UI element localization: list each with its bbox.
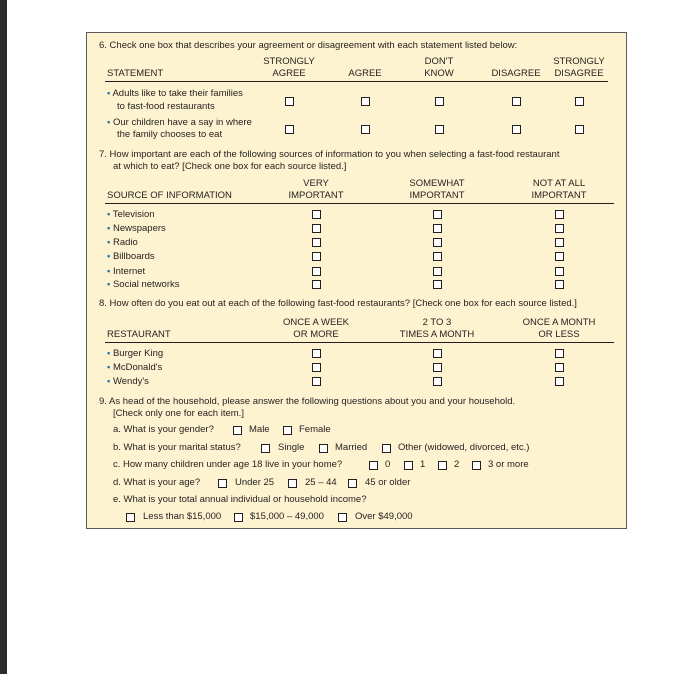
q6-col-dont-know-2: KNOW: [424, 68, 454, 79]
q7-header-rule: [105, 203, 614, 204]
q8-wendys-weekly-checkbox[interactable]: [312, 377, 321, 386]
q7-prompt-2: at which to eat? [Check one box for each source listed.]: [113, 161, 347, 172]
q8-burger-king-weekly-checkbox[interactable]: [312, 349, 321, 358]
q9e-under-15000-label: Less than $15,000: [143, 511, 222, 522]
q8-prompt: 8. How often do you eat out at each of the following fast-food restaurants? [Check one box for each source listed.]: [99, 298, 577, 309]
q7-television-somewhat-checkbox[interactable]: [433, 210, 442, 219]
q9d-25-44-checkbox[interactable]: [288, 479, 297, 488]
q8-row-wendys: • Wendy's: [107, 376, 149, 387]
q6-col-disagree: DISAGREE: [491, 68, 541, 79]
q9b-married-checkbox[interactable]: [319, 444, 328, 453]
q6-row-1-label: • Adults like to take their families: [107, 88, 243, 99]
q9-prompt-1: 9. As head of the household, please answer the following questions about you and your household.: [99, 396, 516, 407]
q9c-0-label: 0: [385, 459, 391, 470]
q7-row-television: • Television: [107, 209, 155, 220]
q9d-25-44-label: 25 – 44: [305, 477, 337, 488]
q9e-under-15000-checkbox[interactable]: [126, 513, 135, 522]
q7-row-radio: • Radio: [107, 237, 138, 248]
q9b-single-checkbox[interactable]: [261, 444, 270, 453]
q9c-2-label: 2: [454, 459, 460, 470]
q6-r1-agree-checkbox[interactable]: [361, 97, 370, 106]
q6-row-1-label-2: to fast-food restaurants: [117, 101, 215, 112]
bullet: •: [107, 266, 111, 277]
q6-col-statement: STATEMENT: [107, 68, 164, 79]
viewer-left-edge: [0, 0, 7, 674]
q7-newspapers-somewhat-checkbox[interactable]: [433, 224, 442, 233]
q7-row-social-networks: • Social networks: [107, 279, 180, 290]
q9e-question: e. What is your total annual individual or household income?: [113, 494, 367, 505]
q6-col-agree: AGREE: [348, 68, 382, 79]
q8-wendys-2to3-checkbox[interactable]: [433, 377, 442, 386]
q8-col-monthly-1: ONCE A MONTH: [522, 317, 596, 328]
bullet: •: [107, 117, 111, 128]
q6-r1-dont-know-checkbox[interactable]: [435, 97, 444, 106]
bullet: •: [107, 223, 111, 234]
q7-social-somewhat-checkbox[interactable]: [433, 280, 442, 289]
q6-header-rule: [105, 81, 608, 82]
q9c-3-or-more-label: 3 or more: [488, 459, 529, 470]
q9c-0-checkbox[interactable]: [369, 461, 378, 470]
q7-col-not-at-all-2: IMPORTANT: [531, 190, 587, 201]
q9c-3-or-more-checkbox[interactable]: [472, 461, 481, 470]
q8-col-monthly-2: OR LESS: [538, 329, 580, 340]
q9c-1-checkbox[interactable]: [404, 461, 413, 470]
q7-newspapers-very-checkbox[interactable]: [312, 224, 321, 233]
q8-mcdonalds-2to3-checkbox[interactable]: [433, 363, 442, 372]
q8-col-weekly-1: ONCE A WEEK: [283, 317, 349, 328]
q7-newspapers-not-checkbox[interactable]: [555, 224, 564, 233]
q9a-female-checkbox[interactable]: [283, 426, 292, 435]
bullet: •: [107, 348, 111, 359]
q8-row-burger-king: • Burger King: [107, 348, 164, 359]
bullet: •: [107, 279, 111, 290]
q7-radio-not-checkbox[interactable]: [555, 238, 564, 247]
q8-col-restaurant: RESTAURANT: [107, 329, 171, 340]
q7-radio-very-checkbox[interactable]: [312, 238, 321, 247]
q8-burger-king-2to3-checkbox[interactable]: [433, 349, 442, 358]
q8-mcdonalds-weekly-checkbox[interactable]: [312, 363, 321, 372]
q9b-married-label: Married: [335, 442, 368, 453]
q7-radio-somewhat-checkbox[interactable]: [433, 238, 442, 247]
bullet: •: [107, 251, 111, 262]
q7-internet-somewhat-checkbox[interactable]: [433, 267, 442, 276]
q8-header-rule: [105, 342, 614, 343]
q7-col-very-1: VERY: [303, 178, 329, 189]
q9c-1-label: 1: [420, 459, 426, 470]
q6-r1-strongly-agree-checkbox[interactable]: [285, 97, 294, 106]
q9d-under-25-label: Under 25: [235, 477, 275, 488]
q6-r2-dont-know-checkbox[interactable]: [435, 125, 444, 134]
q7-television-not-checkbox[interactable]: [555, 210, 564, 219]
bullet: •: [107, 88, 111, 99]
q9a-question: a. What is your gender?: [113, 424, 214, 435]
q9b-question: b. What is your marital status?: [113, 442, 241, 453]
q9c-2-checkbox[interactable]: [438, 461, 447, 470]
q6-col-strongly-agree-1: STRONGLY: [263, 56, 315, 67]
bullet: •: [107, 376, 111, 387]
q9d-under-25-checkbox[interactable]: [218, 479, 227, 488]
q8-burger-king-monthly-checkbox[interactable]: [555, 349, 564, 358]
q7-col-source: SOURCE OF INFORMATION: [107, 190, 232, 201]
q7-row-newspapers: • Newspapers: [107, 223, 166, 234]
q7-social-very-checkbox[interactable]: [312, 280, 321, 289]
q9b-other-label: Other (widowed, divorced, etc.): [398, 442, 530, 453]
q8-wendys-monthly-checkbox[interactable]: [555, 377, 564, 386]
q7-row-billboards: • Billboards: [107, 251, 155, 262]
q6-row-2-label: • Our children have a say in where: [107, 117, 252, 128]
q9d-45-older-checkbox[interactable]: [348, 479, 357, 488]
q9-prompt-2: [Check only one for each item.]: [113, 408, 244, 419]
q8-col-weekly-2: OR MORE: [293, 329, 339, 340]
q9e-15000-49000-checkbox[interactable]: [234, 513, 243, 522]
q7-col-not-at-all-1: NOT AT ALL: [532, 178, 586, 189]
q7-internet-very-checkbox[interactable]: [312, 267, 321, 276]
q6-r2-strongly-disagree-checkbox[interactable]: [575, 125, 584, 134]
bullet: •: [107, 237, 111, 248]
q7-prompt-1: 7. How important are each of the following sources of information to you when selecting a fast-food restaurant: [99, 149, 560, 160]
q6-r1-strongly-disagree-checkbox[interactable]: [575, 97, 584, 106]
q9d-45-older-label: 45 or older: [365, 477, 411, 488]
q9d-question: d. What is your age?: [113, 477, 201, 488]
q6-r2-strongly-agree-checkbox[interactable]: [285, 125, 294, 134]
q6-row-2-label-2: the family chooses to eat: [117, 129, 223, 140]
q7-col-somewhat-2: IMPORTANT: [409, 190, 465, 201]
q7-col-somewhat-1: SOMEWHAT: [409, 178, 465, 189]
bullet: •: [107, 209, 111, 220]
q7-internet-not-checkbox[interactable]: [555, 267, 564, 276]
q7-television-very-checkbox[interactable]: [312, 210, 321, 219]
q8-mcdonalds-monthly-checkbox[interactable]: [555, 363, 564, 372]
q6-r1-disagree-checkbox[interactable]: [512, 97, 521, 106]
q7-col-very-2: IMPORTANT: [288, 190, 344, 201]
q8-col-2to3-2: TIMES A MONTH: [399, 329, 475, 340]
q9a-male-checkbox[interactable]: [233, 426, 242, 435]
q9c-question: c. How many children under age 18 live in your home?: [113, 459, 343, 470]
q9e-15000-49000-label: $15,000 – 49,000: [250, 511, 324, 522]
q9e-over-49000-checkbox[interactable]: [338, 513, 347, 522]
questionnaire-panel: [86, 32, 627, 529]
q8-col-2to3-1: 2 TO 3: [422, 317, 452, 328]
q6-col-strongly-disagree-1: STRONGLY: [553, 56, 605, 67]
q9b-other-checkbox[interactable]: [382, 444, 391, 453]
q6-r2-disagree-checkbox[interactable]: [512, 125, 521, 134]
q6-r2-agree-checkbox[interactable]: [361, 125, 370, 134]
q6-col-strongly-agree-2: AGREE: [272, 68, 306, 79]
q6-col-strongly-disagree-2: DISAGREE: [554, 68, 604, 79]
q7-billboards-very-checkbox[interactable]: [312, 252, 321, 261]
bullet: •: [107, 362, 111, 373]
q9e-over-49000-label: Over $49,000: [355, 511, 413, 522]
q9a-female-label: Female: [299, 424, 331, 435]
q7-billboards-not-checkbox[interactable]: [555, 252, 564, 261]
q9a-male-label: Male: [249, 424, 270, 435]
q8-row-mcdonalds: • McDonald's: [107, 362, 163, 373]
q6-col-dont-know-1: DON'T: [424, 56, 454, 67]
q6-prompt: 6. Check one box that describes your agreement or disagreement with each statement listed below:: [99, 40, 518, 51]
q7-billboards-somewhat-checkbox[interactable]: [433, 252, 442, 261]
q7-social-not-checkbox[interactable]: [555, 280, 564, 289]
q7-row-internet: • Internet: [107, 266, 146, 277]
q9b-single-label: Single: [278, 442, 305, 453]
